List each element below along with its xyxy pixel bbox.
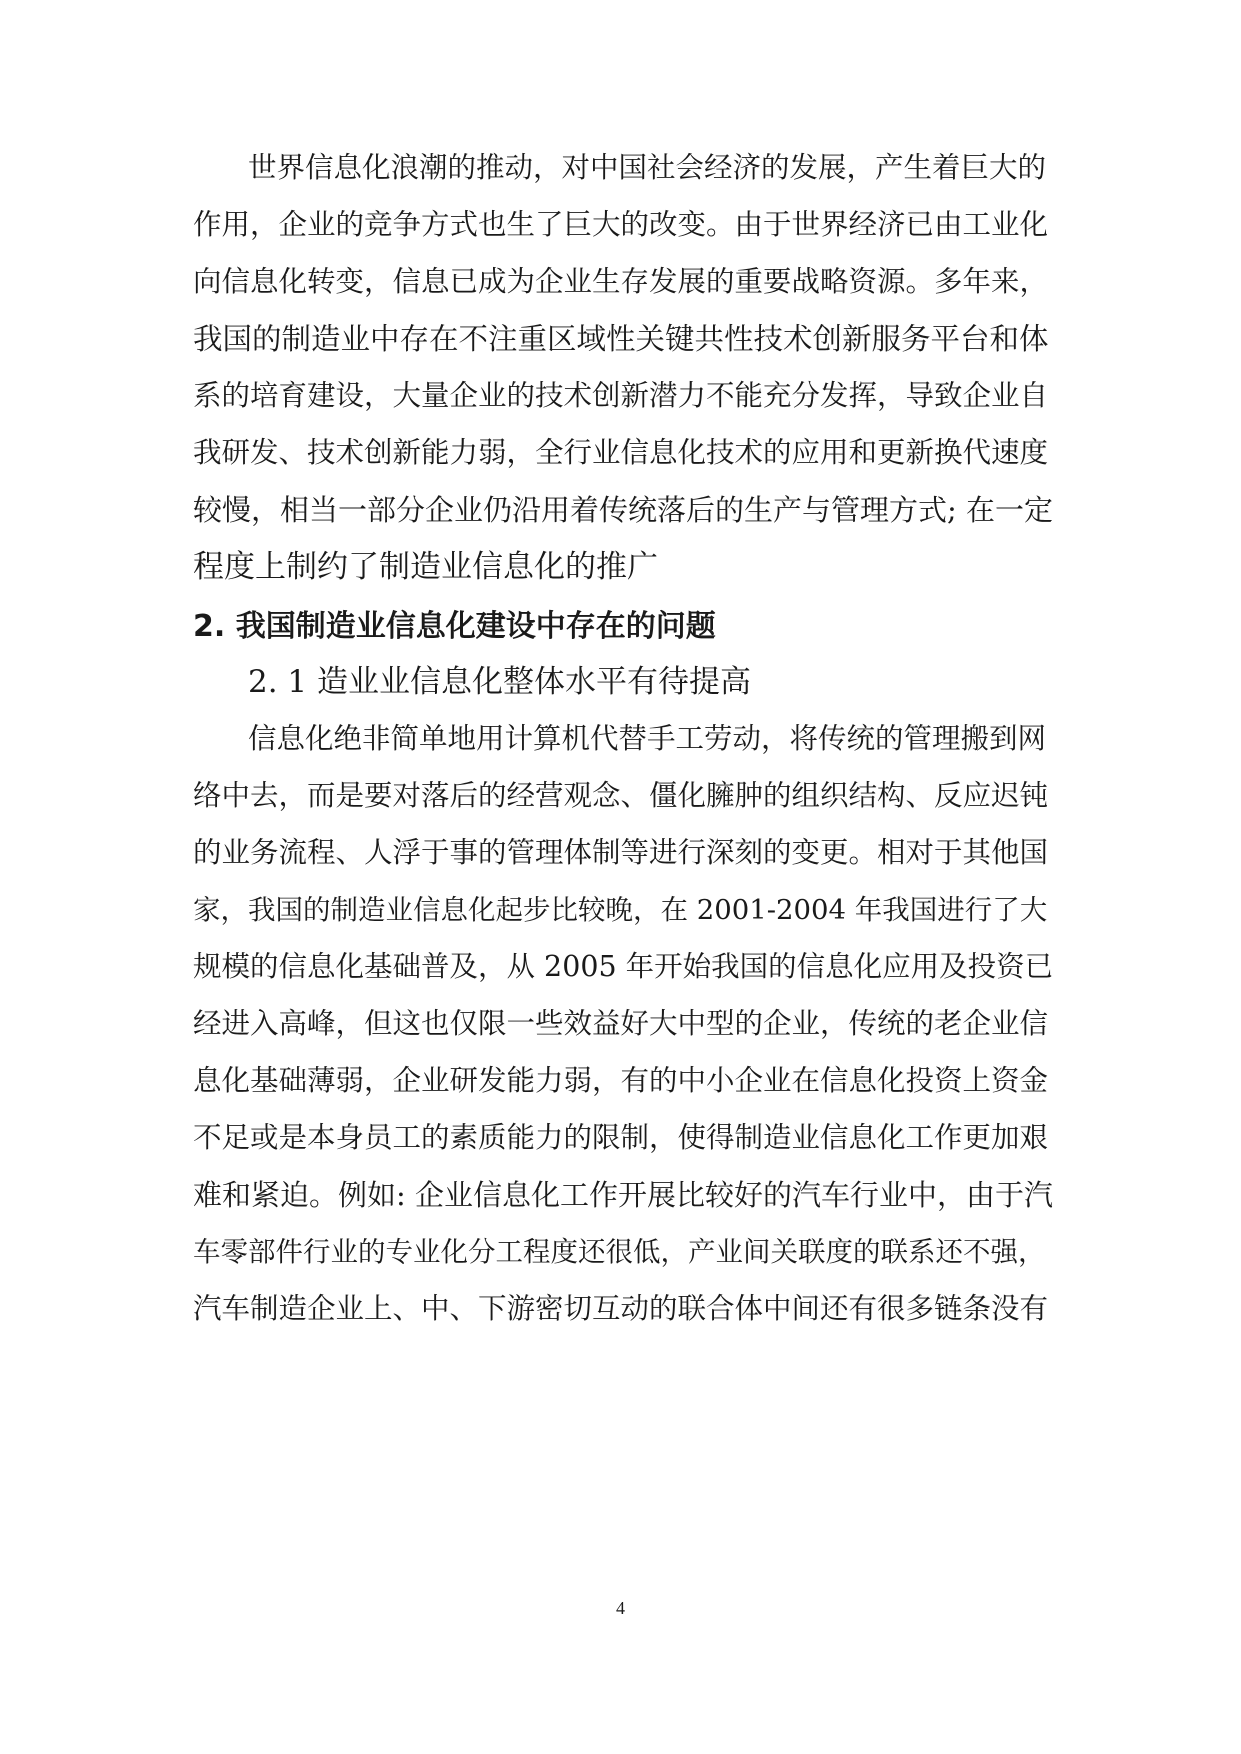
paragraph-2-line-1: 信息化绝非简单地用计算机代替手工劳动，将传统的管理搬到网 (248, 722, 1047, 755)
paragraph-2-line-5: 规模的信息化基础普及，从 2005 年开始我国的信息化应用及投资已 (193, 950, 1054, 983)
paragraph-2-line-4: 家，我国的制造业信息化起步比较晚，在 2001-2004 年我国进行了大 (193, 894, 1048, 926)
paragraph-1-line-6: 我研发、技术创新能力弱，全行业信息化技术的应用和更新换代速度 (193, 436, 1049, 469)
paragraph-2-line-11: 汽车制造企业上、中、下游密切互动的联合体中间还有很多链条没有 (193, 1292, 1049, 1325)
paragraph-2-line-8: 不足或是本身员工的素质能力的限制，使得制造业信息化工作更加艰 (193, 1121, 1049, 1154)
paragraph-2-line-10: 车零部件行业的专业化分工程度还很低，产业间关联度的联系还不强， (193, 1236, 1046, 1268)
section-heading: 2. 我国制造业信息化建设中存在的问题 (193, 609, 716, 644)
paragraph-2-line-9: 难和紧迫。例如: 企业信息化工作开展比较好的汽车行业中，由于汽 (193, 1178, 1053, 1212)
paragraph-1-line-4: 我国的制造业中存在不注重区域性关键共性技术创新服务平台和体 (193, 322, 1049, 356)
paragraph-2-line-3: 的业务流程、人浮于事的管理体制等进行深刻的变更。相对于其他国 (193, 836, 1049, 869)
paragraph-2-line-2: 络中去，而是要对落后的经营观念、僵化臃肿的组织结构、反应迟钝 (193, 779, 1049, 812)
paragraph-1-line-3: 向信息化转变，信息已成为企业生存发展的重要战略资源。多年来， (193, 265, 1049, 298)
paragraph-1-line-2: 作用，企业的竞争方式也生了巨大的改变。由于世界经济已由工业化 (193, 208, 1049, 241)
paragraph-2-line-6: 经进入高峰，但这也仅限一些效益好大中型的企业，传统的老企业信 (193, 1007, 1049, 1040)
paragraph-2-line-7: 息化基础薄弱，企业研发能力弱，有的中小企业在信息化投资上资金 (193, 1064, 1049, 1097)
paragraph-1-line-7: 较慢，相当一部分企业仍沿用着传统落后的生产与管理方式; 在一定 (193, 493, 1053, 527)
subsection-heading: 2. 1 造业业信息化整体水平有待提高 (248, 664, 752, 700)
paragraph-1-line-8: 程度上制约了制造业信息化的推广 (193, 549, 658, 585)
page-number: 4 (616, 1598, 625, 1618)
paragraph-1-line-5: 系的培育建设，大量企业的技术创新潜力不能充分发挥，导致企业自 (193, 379, 1049, 412)
paragraph-1-line-1: 世界信息化浪潮的推动，对中国社会经济的发展，产生着巨大的 (248, 151, 1047, 184)
